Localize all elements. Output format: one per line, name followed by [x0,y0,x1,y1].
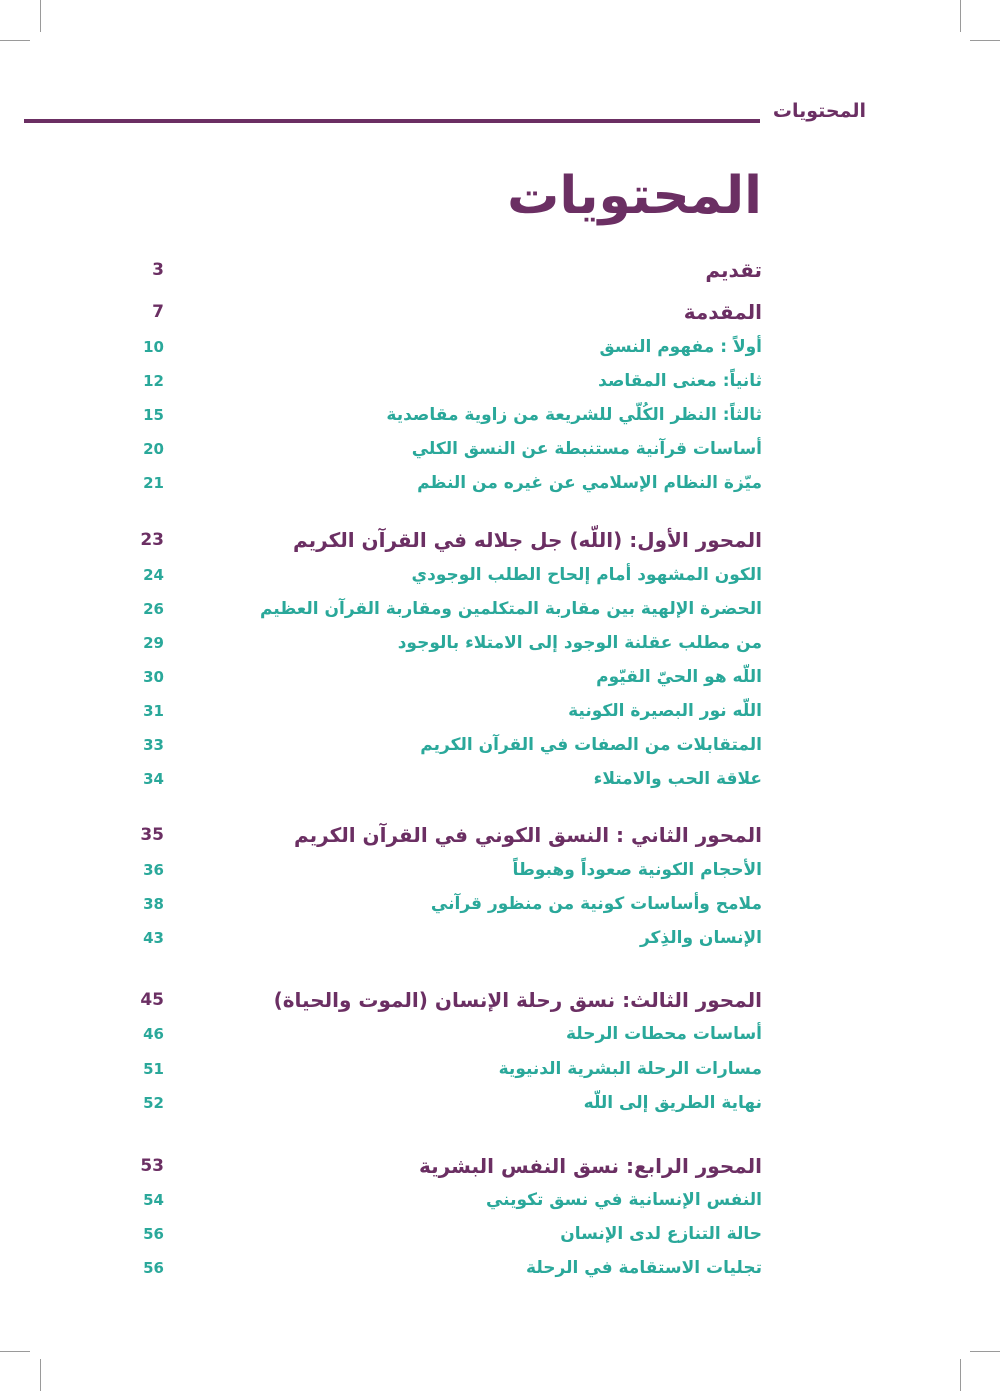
toc-entry[interactable] [130,526,762,554]
toc-entry-title: المحور الثالث: نسق رحلة الإنسان (الموت والحياة) [273,988,762,1012]
toc-entry-title: المحور الثاني : النسق الكوني في القرآن الكريم [293,823,762,847]
toc-entry-title: المحور الرابع: نسق النفس البشرية [419,1154,762,1178]
toc-entry-title: ملامح وأساسات كونية من منظور قرآني [430,894,762,914]
toc-entry[interactable] [130,1089,762,1117]
toc-entry[interactable] [130,856,762,884]
toc-entry[interactable] [130,1186,762,1214]
toc-page-number: 15 [143,406,164,424]
toc-page-number: 7 [152,302,164,322]
toc-page-number: 38 [143,895,164,913]
toc-entry[interactable] [130,663,762,691]
crop-mark [960,0,961,32]
crop-mark [40,0,41,32]
toc-entry-title: الأحجام الكونية صعوداً وهبوطاً [512,860,762,880]
toc-entry-title: من مطلب عقلنة الوجود إلى الامتلاء بالوجود [397,633,762,653]
toc-entry-title: مسارات الرحلة البشرية الدنيوية [498,1059,762,1079]
toc-entry[interactable] [130,765,762,793]
toc-page-number: 53 [140,1156,164,1176]
crop-mark [960,1359,961,1391]
toc-entry-title: ثانياً: معنى المقاصد [598,371,762,391]
toc-entry-title: حالة التنازع لدى الإنسان [560,1224,762,1244]
toc-entry-title: أساسات قرآنية مستنبطة عن النسق الكلي [411,439,762,459]
toc-entry-title: المقدمة [683,300,762,324]
toc-entry-title: اللّه نور البصيرة الكونية [568,701,762,721]
toc-entry-title: تقديم [705,258,762,282]
toc-entry-title: ثالثاً: النظر الكُلّي للشريعة من زاوية مقاصدية [386,405,762,425]
crop-mark [970,1351,1000,1352]
toc-page-number: 34 [143,770,164,788]
page-title: المحتويات [507,166,762,226]
toc-entry-title: أولاً : مفهوم النسق [599,337,762,357]
toc-page-number: 20 [143,440,164,458]
toc-entry-title: الكون المشهود أمام إلحاح الطلب الوجودي [411,565,762,585]
toc-page-number: 52 [143,1094,164,1112]
toc-page-number: 45 [140,990,164,1010]
toc-entry[interactable] [130,401,762,429]
toc-page-number: 46 [143,1025,164,1043]
toc-entry[interactable] [130,890,762,918]
toc-page-number: 56 [143,1225,164,1243]
crop-mark [0,1351,30,1352]
toc-entry[interactable] [130,821,762,849]
toc-entry[interactable] [130,435,762,463]
toc-entry-title: تجليات الاستقامة في الرحلة [526,1258,762,1278]
toc-entry-title: النفس الإنسانية في نسق تكويني [485,1190,762,1210]
toc-entry[interactable] [130,924,762,952]
toc-entry[interactable] [130,367,762,395]
toc-entry[interactable] [130,298,762,326]
toc-page-number: 51 [143,1060,164,1078]
toc-entry[interactable] [130,595,762,623]
toc-entry[interactable] [130,333,762,361]
toc-page-number: 12 [143,372,164,390]
toc-page-number: 10 [143,338,164,356]
toc-page-number: 56 [143,1259,164,1277]
toc-page-number: 43 [143,929,164,947]
toc-page-number: 35 [140,825,164,845]
toc-entry[interactable] [130,256,762,284]
toc-entry-title: المتقابلات من الصفات في القرآن الكريم [420,735,762,755]
toc-page-number: 21 [143,474,164,492]
toc-entry-title: المحور الأول: (اللّه) جل جلاله في القرآن الكريم [292,528,762,552]
crop-mark [970,40,1000,41]
toc-page-number: 36 [143,861,164,879]
toc-entry[interactable] [130,629,762,657]
toc-page-number: 31 [143,702,164,720]
crop-mark [0,40,30,41]
toc-page-number: 29 [143,634,164,652]
crop-mark [40,1359,41,1391]
toc-entry-title: الحضرة الإلهية بين مقاربة المتكلمين ومقاربة القرآن العظيم [259,599,762,619]
toc-entry[interactable] [130,1020,762,1048]
toc-entry-title: ميّزة النظام الإسلامي عن غيره من النظم [417,473,762,493]
toc-page-number: 26 [143,600,164,618]
toc-entry[interactable] [130,1055,762,1083]
toc-entry[interactable] [130,1220,762,1248]
toc-page-number: 23 [140,530,164,550]
toc-entry[interactable] [130,561,762,589]
toc-page-number: 24 [143,566,164,584]
toc-page-number: 30 [143,668,164,686]
toc-page-number: 3 [152,260,164,280]
toc-entry[interactable] [130,986,762,1014]
toc-entry-title: أساسات محطات الرحلة [565,1024,762,1044]
toc-page-number: 33 [143,736,164,754]
toc-entry-title: اللّه هو الحيّ القيّوم [596,667,762,687]
toc-entry-title: علاقة الحب والامتلاء [593,769,762,789]
running-header: المحتويات [772,100,866,122]
toc-entry[interactable] [130,731,762,759]
toc-entry[interactable] [130,697,762,725]
toc-entry[interactable] [130,1152,762,1180]
toc-entry-title: الإنسان والذِكر [639,928,762,948]
toc-page-number: 54 [143,1191,164,1209]
header-rule [24,119,760,123]
toc-entry-title: نهاية الطريق إلى اللّه [583,1093,762,1113]
toc-entry[interactable] [130,469,762,497]
toc-entry[interactable] [130,1254,762,1282]
